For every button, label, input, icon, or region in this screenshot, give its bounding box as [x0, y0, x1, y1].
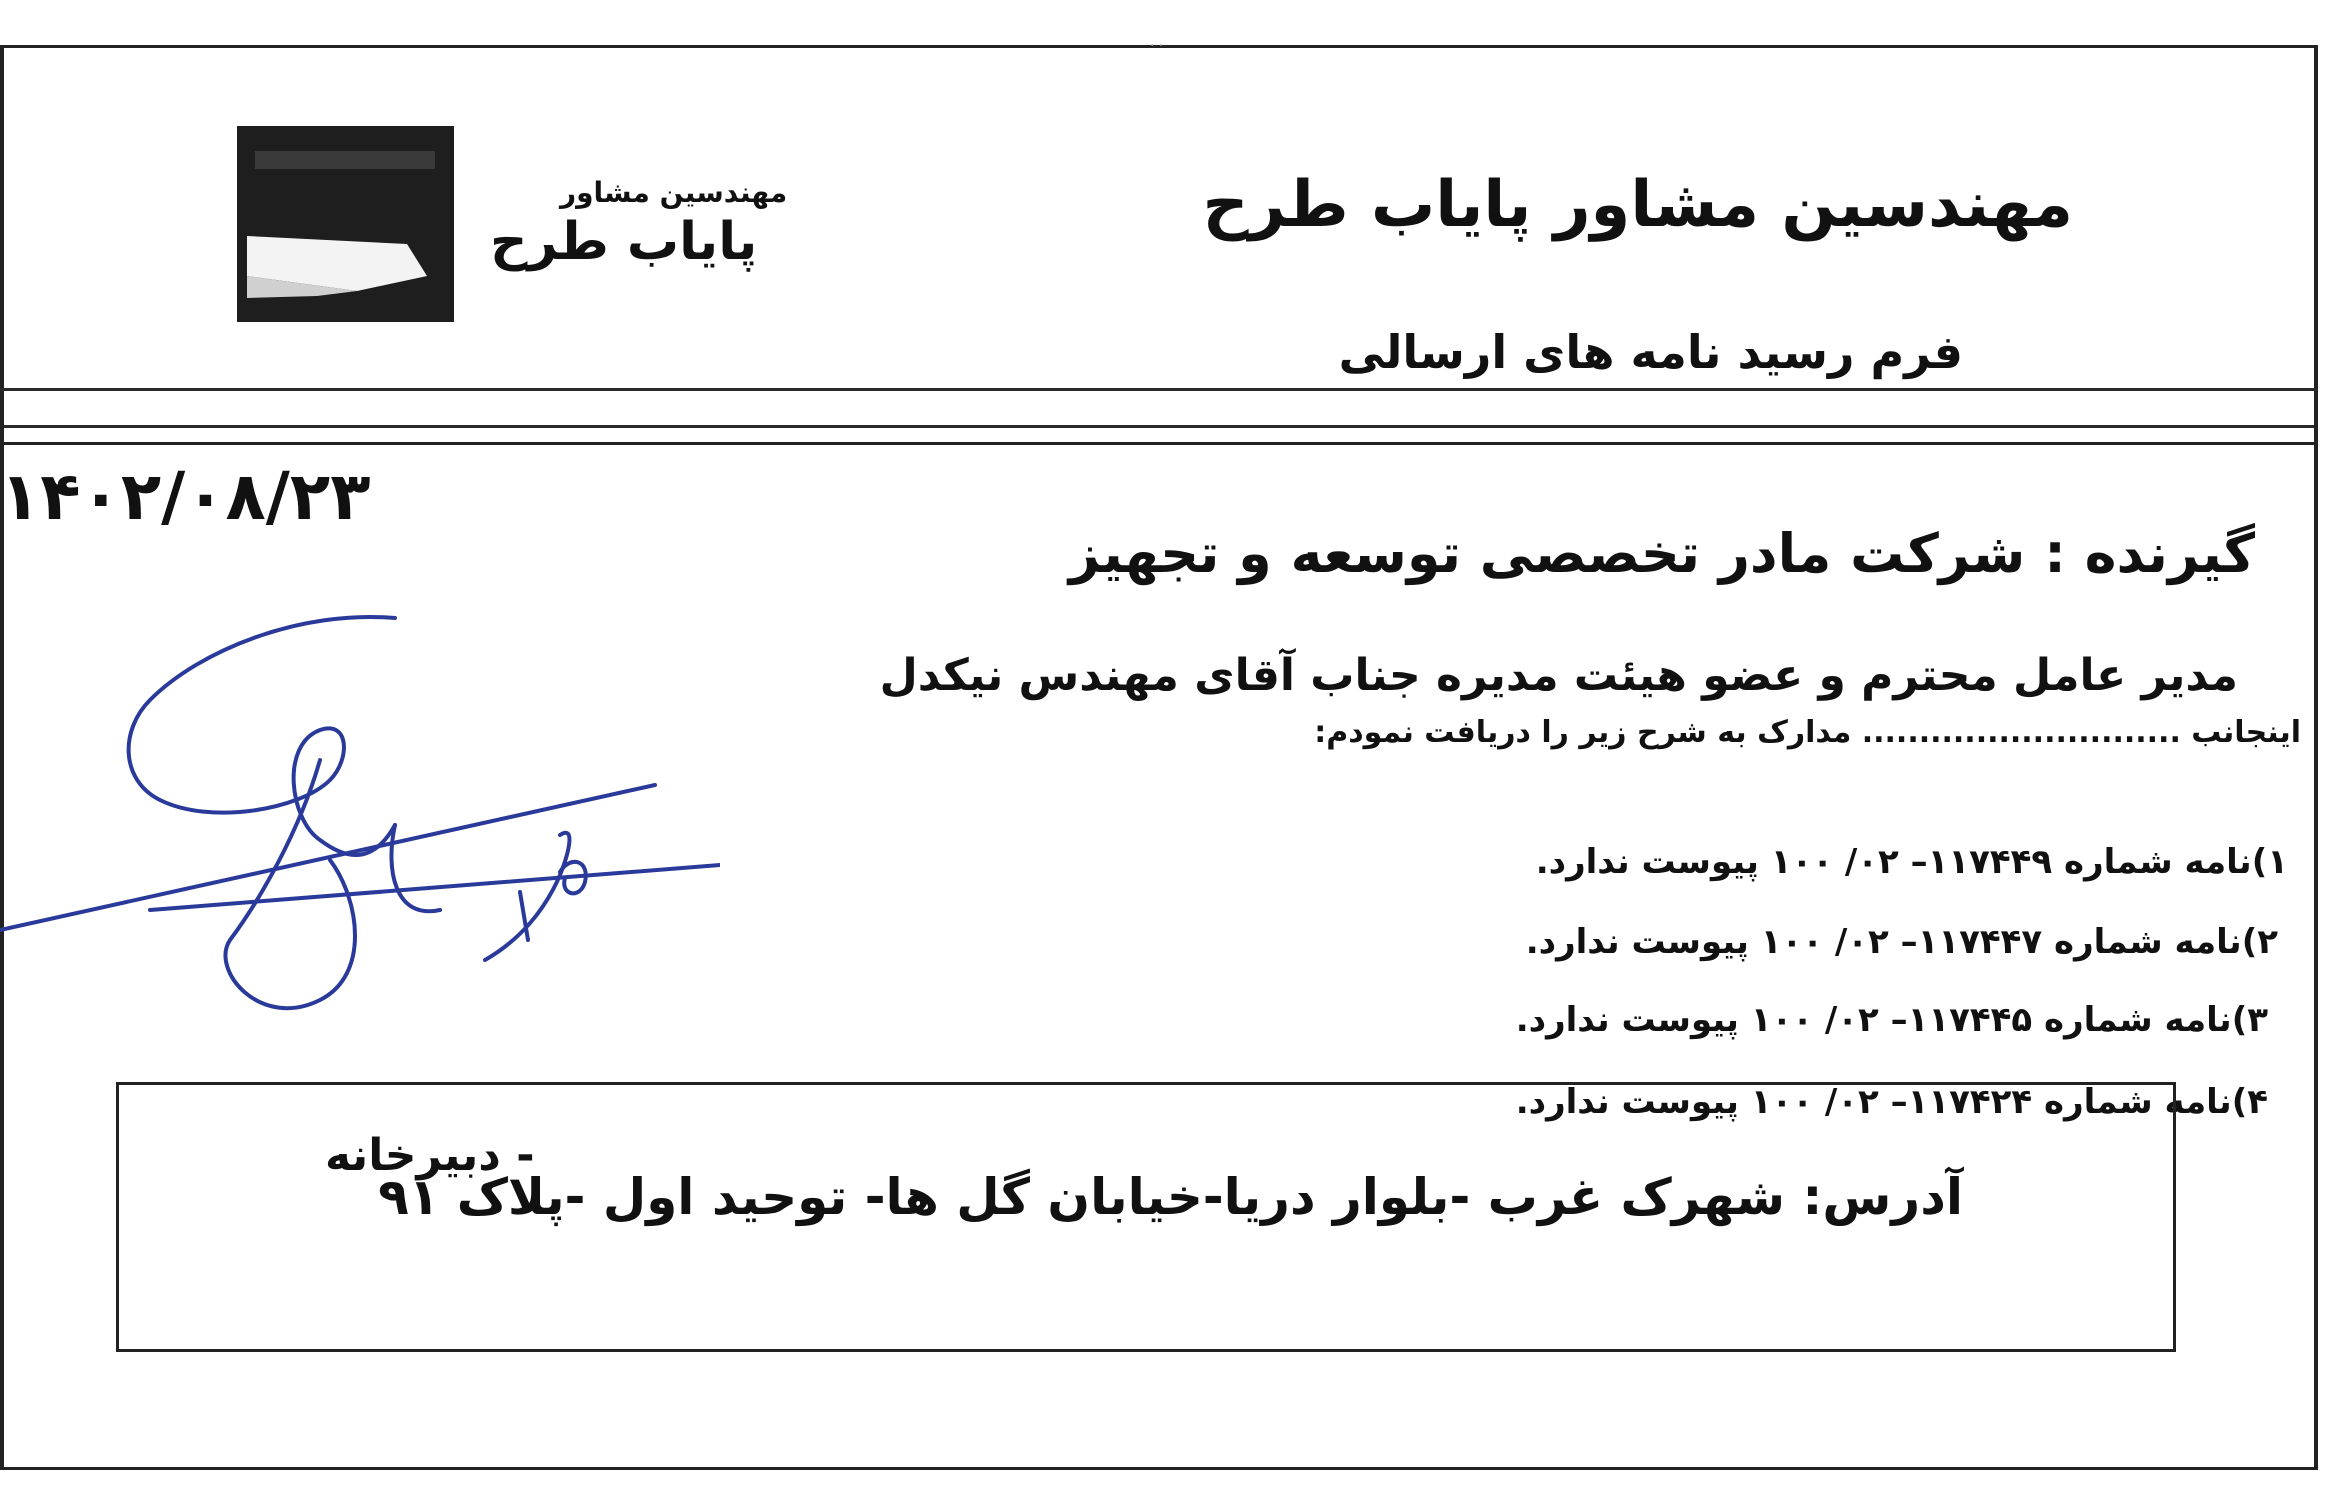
logo-text-line2: پایاب طرح [490, 212, 758, 272]
form-title: فرم رسید نامه های ارسالی [1338, 325, 1963, 379]
intro-line: اینجانب ............................ مدارک به شرح زیر را دریافت نمودم: [1314, 715, 2301, 750]
company-title: مهندسین مشاور پایاب طرح [1202, 168, 2073, 242]
company-logo-mark [237, 126, 454, 322]
letter-item-4: ۴)نامه شماره ۱۱۷۴۲۴– ۰۲/ ۱۰۰ پیوست ندارد. [1515, 1082, 2268, 1122]
header-divider [0, 388, 2318, 391]
letter-item-2: ۲)نامه شماره ۱۱۷۴۴۷– ۰۲/ ۱۰۰ پیوست ندارد. [1525, 922, 2278, 962]
letter-item-1: ۱)نامه شماره ۱۱۷۴۴۹– ۰۲/ ۱۰۰ پیوست ندارد. [1535, 842, 2288, 882]
addressee-line: مدیر عامل محترم و عضو هیئت مدیره جناب آقای مهندس نیکدل [879, 650, 2238, 701]
scan-artifact: · · [1150, 38, 1164, 54]
handwritten-signature [0, 610, 720, 1030]
address-line: آدرس: شهرک غرب -بلوار دریا-خیابان گل ها- توحید اول -پلاک ۹۱ [378, 1168, 1963, 1226]
logo-text-line1: مهندسین مشاور [560, 176, 788, 209]
letter-item-3: ۳)نامه شماره ۱۱۷۴۴۵– ۰۲/ ۱۰۰ پیوست ندارد. [1515, 1000, 2268, 1040]
address-department: - دبیرخانه [325, 1130, 535, 1181]
recipient-line: گیرنده : شرکت مادر تخصصی توسعه و تجهیز [1068, 522, 2255, 585]
date-stamp: ۱۴۰۲/۰۸/۲۳ [0, 458, 371, 535]
